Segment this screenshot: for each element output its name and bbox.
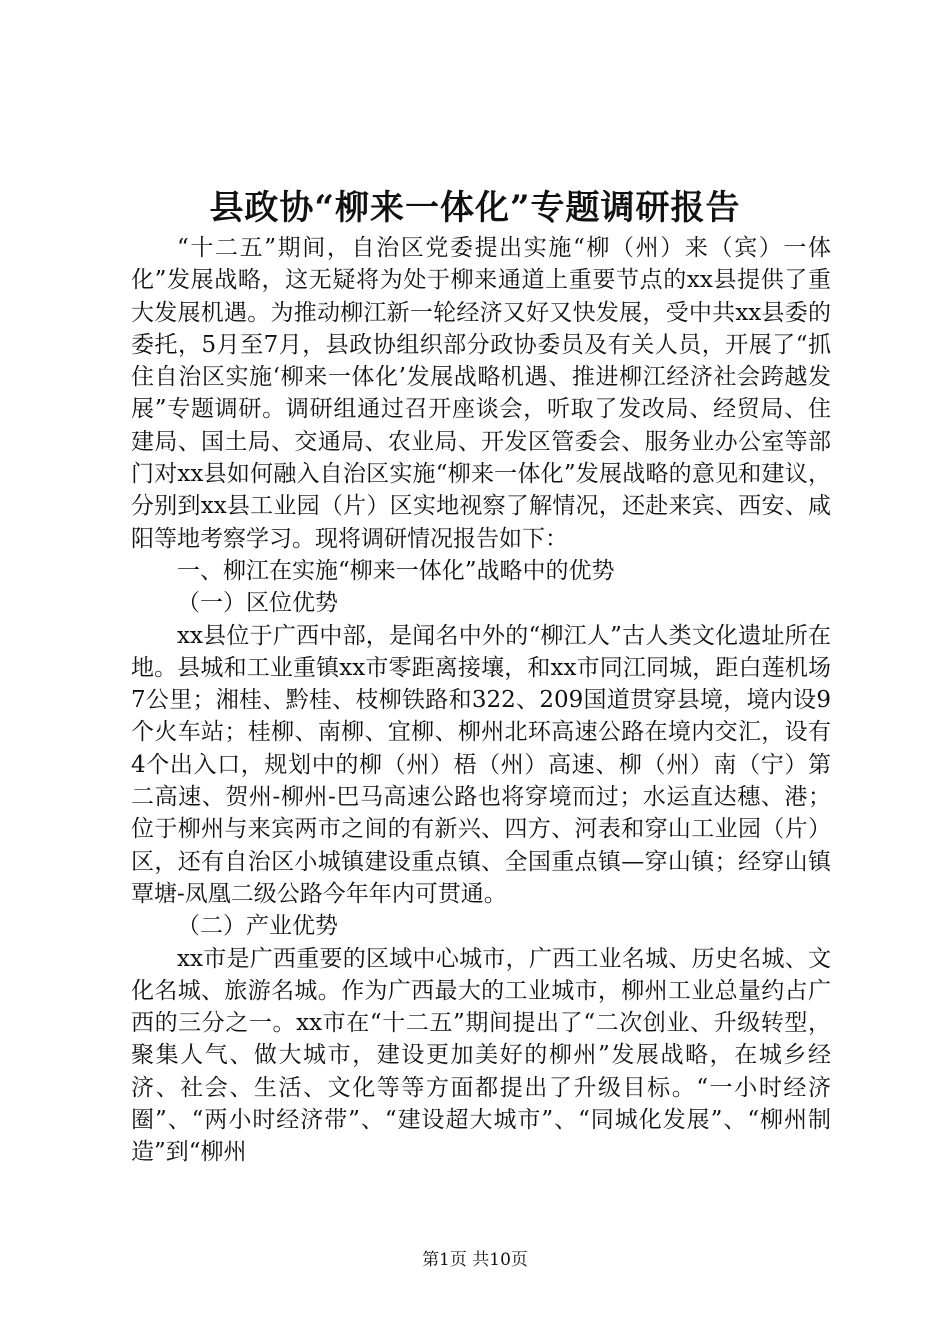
- intro-paragraph: “十二五”期间，自治区党委提出实施“柳（州）来（宾）一体化”发展战略，这无疑将为处于柳来通道上重要节点的xx县提供了重大发展机遇。为推动柳江新一轮经济又好又快发展，受中共xx县委的委托，5月至7月，县政协组织部分政协委员及有关人员，开展了“抓住自治区实施‘柳来一体化’发展战略机遇、推进柳江经济社会跨越发展”专题调研。调研组通过召开座谈会，听取了发改局、经贸局、住建局、国土局、交通局、农业局、开发区管委会、服务业办公室等部门对xx县如何融入自治区实施“柳来一体化”发展战略的意见和建议，分别到xx县工业园（片）区实地视察了解情况，还赴来宾、西安、咸阳等地考察学习。现将调研情况报告如下：: [131, 235, 831, 552]
- subheading-industry-advantage: （二）产业优势: [177, 913, 338, 940]
- document-body: [131, 232, 831, 1169]
- location-paragraph: xx县位于广西中部，是闻名中外的“柳江人”古人类文化遗址所在地。县城和工业重镇xx市零距离接壤，和xx市同江同城，距白莲机场7公里；湘桂、黔桂、枝柳铁路和322、209国道贯穿县境，境内设9个火车站；桂柳、南柳、宜柳、柳州北环高速公路在境内交汇，设有4个出入口，规划中的柳（州）梧（州）高速、柳（州）南（宁）第二高速、贺州-柳州-巴马高速公路也将穿境而过；水运直达穗、港；位于柳州与来宾两市之间的有新兴、四方、河表和穿山工业园（片）区，还有自治区小城镇建设重点镇、全国重点镇—穿山镇；经穿山镇覃塘-凤凰二级公路今年年内可贯通。: [131, 622, 831, 907]
- page-number-footer: 第1页 共10页: [422, 1250, 528, 1270]
- section-heading-advantages: 一、柳江在实施“柳来一体化”战略中的优势: [177, 557, 615, 584]
- industry-paragraph: xx市是广西重要的区域中心城市，广西工业名城、历史名城、文化名城、旅游名城。作为广西最大的工业城市，柳州工业总量约占广西的三分之一。xx市在“十二五”期间提出了“二次创业、升级转型，聚集人气、做大城市，建设更加美好的柳州”发展战略，在城乡经济、社会、生活、文化等等方面都提出了升级目标。“一小时经济圈”、“两小时经济带”、“建设超大城市”、“同城化发展”、“柳州制造”到“柳州: [131, 945, 831, 1166]
- subheading-location-advantage: （一）区位优势: [177, 590, 338, 617]
- document-title: 县政协“柳来一体化”专题调研报告: [209, 188, 741, 228]
